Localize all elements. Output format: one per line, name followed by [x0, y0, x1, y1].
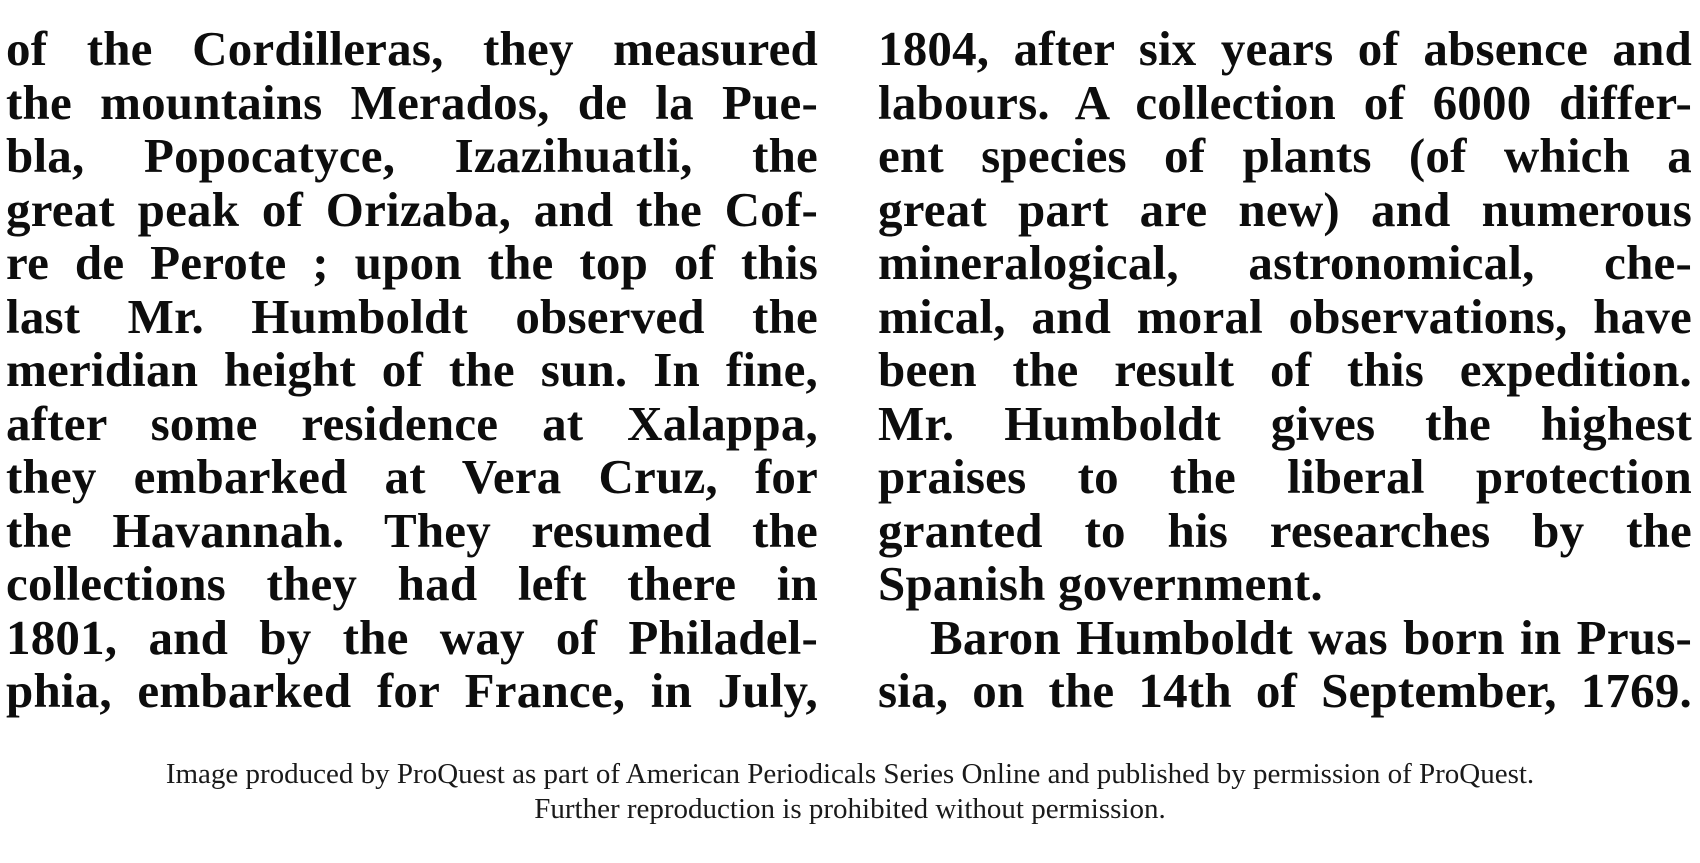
paragraph-end-line: Spanish government.	[878, 556, 1323, 611]
text-line: mineralogical, astronomical, che-	[878, 235, 1692, 290]
text-line: 1801, and by the way of Philadel-	[6, 609, 818, 665]
text-line: after some residence at Xalappa,	[6, 395, 818, 451]
text-line: mical, and moral observations, have	[878, 288, 1692, 344]
text-line: the mountains Merados, de la Pue-	[6, 74, 818, 130]
copyright-line-1: Image produced by ProQuest as part of American Periodicals Series Online and published by permission of ProQuest.	[165, 758, 1535, 790]
text-line: last Mr. Humboldt observed the	[6, 288, 818, 344]
text-line: the Havannah. They resumed the	[6, 502, 818, 558]
text-line: praises to the liberal protection	[878, 449, 1692, 504]
text-line: labours. A collection of 6000 differ-	[878, 74, 1692, 130]
text-line: phia, embarked for France, in July,	[6, 663, 818, 718]
copyright-line-2: Further reproduction is prohibited without permission.	[534, 793, 1166, 825]
text-line: of the Cordilleras, they measured	[6, 21, 818, 76]
text-line: meridian height of the sun. In fine,	[6, 342, 818, 397]
text-line: been the result of this expedition.	[878, 342, 1692, 397]
paragraph-start-line: Baron Humboldt was born in Prus-	[930, 609, 1692, 665]
text-line: sia, on the 14th of September, 1769.	[878, 663, 1692, 718]
text-line: they embarked at Vera Cruz, for	[6, 449, 818, 504]
text-line: great part are new) and numerous	[878, 181, 1692, 237]
text-line: great peak of Orizaba, and the Cof-	[6, 181, 818, 237]
text-line: bla, Popocatyce, Izazihuatli, the	[6, 128, 818, 183]
text-line: granted to his researches by the	[878, 502, 1692, 558]
proquest-copyright-notice	[0, 757, 1700, 827]
left-text-column	[6, 22, 818, 718]
text-line: ent species of plants (of which a	[878, 128, 1692, 183]
text-line: collections they had left there in	[6, 556, 818, 611]
text-line: Mr. Humboldt gives the highest	[878, 395, 1692, 451]
text-line: 1804, after six years of absence and	[878, 21, 1692, 76]
text-line: re de Perote ; upon the top of this	[6, 235, 818, 290]
right-text-column	[878, 22, 1692, 718]
